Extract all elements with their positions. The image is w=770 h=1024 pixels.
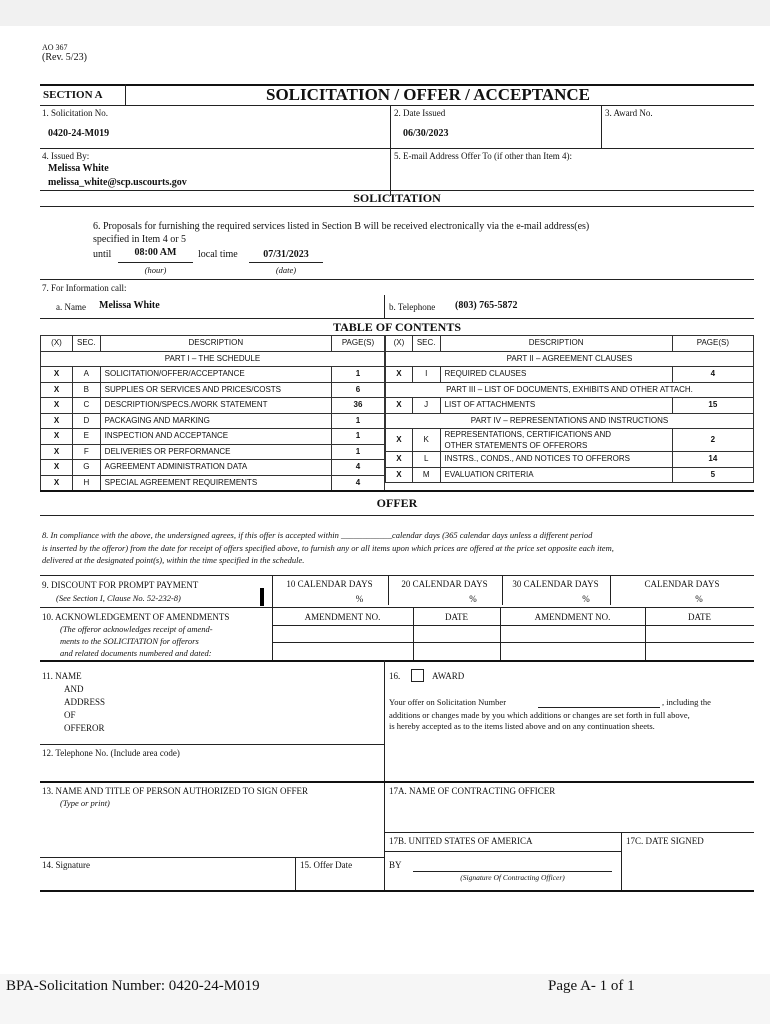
toc-sec: A <box>73 367 101 383</box>
toc-desc-line: OTHER STATEMENTS OF OFFERORS <box>444 441 588 450</box>
hour-caption: (hour) <box>144 265 167 275</box>
toc-right-table <box>385 335 754 483</box>
issued-by-label: 4. Issued By: <box>42 151 90 161</box>
toc-desc: AGREEMENT ADMINISTRATION DATA <box>100 460 331 476</box>
offeror-label-4: OF <box>64 710 76 720</box>
toc-x-mark: X <box>41 475 73 491</box>
toc-desc: INSTRS., CONDS., AND NOTICES TO OFFERORS <box>440 452 672 468</box>
toc-header-row <box>41 336 385 352</box>
contact-name-label: a. Name <box>56 302 86 312</box>
due-date: 07/31/2023 <box>263 249 309 260</box>
toc-x-mark: X <box>386 467 413 483</box>
amendments-sub3: and related documents numbered and dated: <box>60 648 212 658</box>
table-row <box>386 467 754 483</box>
amendments-sub1: (The offeror acknowledges receipt of amend- <box>60 624 213 634</box>
toc-pages: 15 <box>672 398 753 414</box>
toc-pages: 4 <box>331 460 384 476</box>
telephone-label: 12. Telephone No. (Include area code) <box>42 748 180 758</box>
table-row <box>41 460 385 476</box>
toc-sec: B <box>73 382 101 398</box>
table-row <box>41 444 385 460</box>
toc-pages: 4 <box>672 367 753 383</box>
signature-label: 14. Signature <box>42 860 90 870</box>
toc-title: TABLE OF CONTENTS <box>332 320 462 334</box>
toc-desc: LIST OF ATTACHMENTS <box>440 398 672 414</box>
section-label: SECTION A <box>43 89 103 101</box>
offeror-label-2: AND <box>64 684 84 694</box>
toc-sec: I <box>412 367 440 383</box>
toc-desc: SUPPLIES OR SERVICES AND PRICES/COSTS <box>100 382 331 398</box>
toc-sec: F <box>73 444 101 460</box>
toc-sec: M <box>412 467 440 483</box>
award-no-label: 3. Award No. <box>605 108 653 118</box>
toc-x-mark: X <box>41 382 73 398</box>
pct-10: % <box>355 594 364 604</box>
toc-sec: H <box>73 475 101 491</box>
amendment-no-header-1: AMENDMENT NO. <box>304 612 381 622</box>
top-band <box>0 0 770 26</box>
toc-x-mark: X <box>41 460 73 476</box>
footer-solicitation-number: BPA-Solicitation Number: 0420-24-M019 <box>6 978 260 994</box>
offeror-label-1: 11. NAME <box>42 671 82 681</box>
toc-pages: 1 <box>331 444 384 460</box>
award-label: AWARD <box>432 671 465 681</box>
toc-pages: 1 <box>331 367 384 383</box>
award-checkbox[interactable] <box>411 669 424 682</box>
toc-sec: E <box>73 429 101 445</box>
date-signed-label: 17C. DATE SIGNED <box>626 836 704 846</box>
toc-col-x: (X) <box>41 336 73 352</box>
toc-sec: K <box>412 429 440 452</box>
toc-left-table <box>40 335 385 491</box>
toc-part-4: PART IV – REPRESENTATIONS AND INSTRUCTIONS <box>386 413 754 429</box>
toc-desc <box>440 429 672 452</box>
toc-x-mark: X <box>41 413 73 429</box>
toc-desc-line: REPRESENTATIONS, CERTIFICATIONS AND <box>444 430 612 439</box>
toc-pages: 1 <box>331 429 384 445</box>
toc-part-1: PART I – THE SCHEDULE <box>41 351 385 367</box>
issued-by-name: Melissa White <box>48 163 109 174</box>
amendment-date-header-2: DATE <box>688 612 711 622</box>
toc-desc: PACKAGING AND MARKING <box>100 413 331 429</box>
toc-desc: DELIVERIES OR PERFORMANCE <box>100 444 331 460</box>
table-row <box>41 429 385 445</box>
toc-pages: 36 <box>331 398 384 414</box>
date-caption: (date) <box>275 265 297 275</box>
toc-desc: DESCRIPTION/SPECS./WORK STATEMENT <box>100 398 331 414</box>
toc-part-2: PART II – AGREEMENT CLAUSES <box>386 351 754 367</box>
toc-pages: 14 <box>672 452 753 468</box>
table-row <box>41 413 385 429</box>
discount-other-days: CALENDAR DAYS <box>644 579 720 589</box>
toc-x-mark: X <box>41 367 73 383</box>
toc-sec: D <box>73 413 101 429</box>
toc-header-row <box>386 336 754 352</box>
due-hour: 08:00 AM <box>134 247 177 258</box>
toc-x-mark: X <box>386 367 413 383</box>
officer-signature-line[interactable] <box>413 871 612 872</box>
award-text-3: is hereby accepted as to the items listed above and on any continuation sheets. <box>389 721 655 731</box>
offer-heading: OFFER <box>376 496 418 510</box>
form-id: AO 367 <box>42 43 68 52</box>
toc-desc: INSPECTION AND ACCEPTANCE <box>100 429 331 445</box>
toc-x-mark: X <box>41 444 73 460</box>
by-label: BY <box>389 860 402 870</box>
contracting-officer-label: 17A. NAME OF CONTRACTING OFFICER <box>389 786 556 796</box>
toc-part-3: PART III – LIST OF DOCUMENTS, EXHIBITS AND OTHER ATTACH. <box>386 382 754 398</box>
toc-col-desc: DESCRIPTION <box>440 336 672 352</box>
award-text-2: additions or changes made by you which additions or changes are set forth in full above, <box>389 710 690 720</box>
contact-name-value: Melissa White <box>99 300 160 311</box>
discount-10-days: 10 CALENDAR DAYS <box>286 579 373 589</box>
pct-20: % <box>469 594 477 604</box>
toc-x-mark: X <box>41 429 73 445</box>
solicitation-no-value: 0420-24-M019 <box>48 128 110 139</box>
date-issued-label: 2. Date Issued <box>394 108 446 118</box>
officer-signature-caption: (Signature Of Contracting Officer) <box>460 873 565 882</box>
discount-label: 9. DISCOUNT FOR PROMPT PAYMENT <box>42 580 199 590</box>
toc-col-pages: PAGE(S) <box>672 336 753 352</box>
table-row <box>41 398 385 414</box>
toc-x-mark: X <box>386 398 413 414</box>
award-text-1b: , including the <box>662 697 711 707</box>
discount-20-days: 20 CALENDAR DAYS <box>401 579 488 589</box>
issued-by-email: melissa_white@scp.uscourts.gov <box>48 177 187 188</box>
toc-sec: L <box>412 452 440 468</box>
field-marker <box>260 588 264 606</box>
usa-label: 17B. UNITED STATES OF AMERICA <box>389 836 533 846</box>
proposals-text-2: specified in Item 4 or 5 <box>93 234 187 245</box>
toc-x-mark: X <box>41 398 73 414</box>
table-row <box>41 367 385 383</box>
offer-date-label: 15. Offer Date <box>300 860 353 870</box>
toc-pages: 5 <box>672 467 753 483</box>
toc-pages: 6 <box>331 382 384 398</box>
toc-x-mark: X <box>386 452 413 468</box>
pct-other: % <box>695 594 703 604</box>
toc-x-mark: X <box>386 429 413 452</box>
form-title: SOLICITATION / OFFER / ACCEPTANCE <box>266 85 590 104</box>
solicitation-heading: SOLICITATION <box>353 191 441 205</box>
amendments-sub2: ments to the SOLICITATION for offerors <box>60 636 199 646</box>
date-issued-value: 06/30/2023 <box>403 128 449 139</box>
item8-line2: is inserted by the offeror) from the date for receipt of offers specified above, to furnish any or all items upon which prices are offered at the price set opposite each item, <box>42 543 614 553</box>
toc-desc: SOLICITATION/OFFER/ACCEPTANCE <box>100 367 331 383</box>
toc-pages: 4 <box>331 475 384 491</box>
solicitation-number-blank[interactable] <box>538 707 660 708</box>
amendments-label: 10. ACKNOWLEDGEMENT OF AMENDMENTS <box>42 612 230 622</box>
table-row <box>386 452 754 468</box>
toc-pages: 2 <box>672 429 753 452</box>
pct-30: % <box>582 594 590 604</box>
info-call-label: 7. For Information call: <box>42 283 127 293</box>
toc-sec: G <box>73 460 101 476</box>
table-row <box>386 367 754 383</box>
toc-col-desc: DESCRIPTION <box>100 336 331 352</box>
toc-col-x: (X) <box>386 336 413 352</box>
offeror-label-3: ADDRESS <box>64 697 106 707</box>
award-number: 16. <box>389 671 401 681</box>
local-time-label: local time <box>198 249 238 260</box>
authorized-signer-sub: (Type or print) <box>60 798 110 808</box>
table-row <box>386 398 754 414</box>
discount-sub: (See Section I, Clause No. 52-232-8) <box>56 593 181 603</box>
toc-sec: J <box>412 398 440 414</box>
contact-tel-value: (803) 765-5872 <box>455 300 518 311</box>
footer-page-number: Page A- 1 of 1 <box>548 978 635 994</box>
item8-line3: delivered at the designated point(s), within the time specified in the schedule. <box>42 555 305 565</box>
toc-desc: EVALUATION CRITERIA <box>440 467 672 483</box>
email-offer-label: 5. E-mail Address Offer To (if other than Item 4): <box>394 151 572 161</box>
award-text-1a: Your offer on Solicitation Number <box>389 697 507 707</box>
toc-desc: SPECIAL AGREEMENT REQUIREMENTS <box>100 475 331 491</box>
toc-col-sec: SEC. <box>412 336 440 352</box>
proposals-text: 6. Proposals for furnishing the required services listed in Section B will be received electronically via the e-mail address(es) <box>93 221 590 232</box>
item8-line1: 8. In compliance with the above, the undersigned agrees, if this offer is accepted within ____________calendar days (365 calendar days unless a different period <box>42 530 593 540</box>
toc-sec: C <box>73 398 101 414</box>
discount-30-days: 30 CALENDAR DAYS <box>512 579 599 589</box>
solicitation-no-label: 1. Solicitation No. <box>42 108 108 118</box>
amendment-no-header-2: AMENDMENT NO. <box>534 612 611 622</box>
table-row <box>41 382 385 398</box>
until-label: until <box>93 249 112 260</box>
toc-col-pages: PAGE(S) <box>331 336 384 352</box>
toc-desc: REQUIRED CLAUSES <box>440 367 672 383</box>
contact-tel-label: b. Telephone <box>389 302 436 312</box>
amendment-date-header-1: DATE <box>445 612 468 622</box>
toc-pages: 1 <box>331 413 384 429</box>
form-revision: (Rev. 5/23) <box>42 52 87 63</box>
authorized-signer-label: 13. NAME AND TITLE OF PERSON AUTHORIZED TO SIGN OFFER <box>42 786 309 796</box>
toc-col-sec: SEC. <box>73 336 101 352</box>
offeror-label-5: OFFEROR <box>64 723 105 733</box>
table-row <box>41 475 385 491</box>
